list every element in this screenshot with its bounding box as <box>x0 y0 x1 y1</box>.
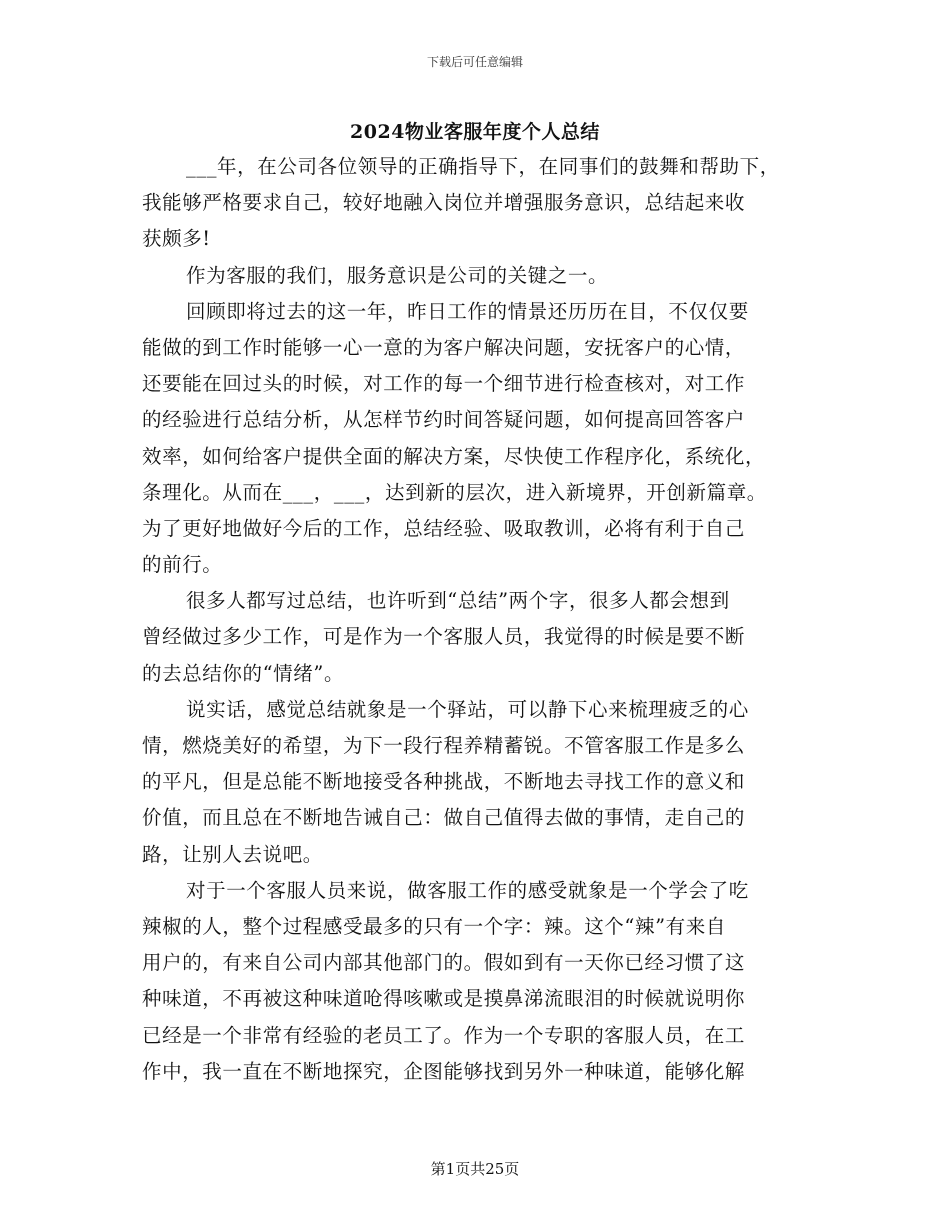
text-line: 为了更好地做好今后的工作，总结经验、吸取教训，必将有利于自己 <box>142 516 746 540</box>
text-line: 条理化。从而在___，___，达到新的层次，进入新境界，开创新篇章。 <box>142 480 767 504</box>
text-line: 效率，如何给客户提供全面的解决方案，尽快使工作程序化，系统化， <box>142 444 766 468</box>
text-line: 作中，我一直在不断地探究，企图能够找到另外一种味道，能够化解 <box>142 1059 746 1083</box>
text-line: 路，让别人去说吧。 <box>142 842 323 866</box>
text-line: 还要能在回过头的时候，对工作的每一个细节进行检查核对，对工作 <box>142 372 746 396</box>
document-title: 2024物业客服年度个人总结 <box>350 121 600 143</box>
text-line: 情，燃烧美好的希望，为下一段行程养精蓄锐。不管客服工作是多么 <box>142 734 746 757</box>
text-line: 的前行。 <box>142 553 223 577</box>
text-line: 说实话，感觉总结就象是一个驿站，可以静下心来梳理疲乏的心 <box>186 697 749 721</box>
text-line: 回顾即将过去的这一年，昨日工作的情景还历历在目，不仅仅要 <box>186 299 749 323</box>
text-line: 作为客服的我们，服务意识是公司的关键之一。 <box>186 263 609 287</box>
text-line: 曾经做过多少工作，可是作为一个客服人员，我觉得的时候是要不断 <box>142 625 746 649</box>
header-note: 下载后可任意编辑 <box>426 55 523 69</box>
text-line: 对于一个客服人员来说，做客服工作的感受就象是一个学会了吃 <box>186 878 749 902</box>
text-line: 种味道，不再被这种味道呛得咳嗽或是摸鼻涕流眼泪的时候就说明你 <box>142 987 746 1011</box>
text-line: 的去总结你的“情绪”。 <box>142 661 345 685</box>
text-line: 的平凡，但是总能不断地接受各种挑战，不断地去寻找工作的意义和 <box>142 770 746 794</box>
text-line: ___年，在公司各位领导的正确指导下，在同事们的鼓舞和帮助下， <box>186 155 780 178</box>
text-line: 获颇多! <box>142 227 211 251</box>
text-line: 已经是一个非常有经验的老员工了。作为一个专职的客服人员，在工 <box>142 1023 746 1047</box>
text-line: 能做的到工作时能够一心一意的为客户解决问题，安抚客户的心情， <box>142 335 746 359</box>
text-line: 价值，而且总在不断地告诫自己：做自己值得去做的事情，走自己的 <box>142 806 746 830</box>
page-footer: 第1页共25页 <box>430 1160 520 1178</box>
text-line: 的经验进行总结分析，从怎样节约时间答疑问题，如何提高回答客户 <box>142 408 746 432</box>
text-line: 我能够严格要求自己，较好地融入岗位并增强服务意识，总结起来收 <box>142 191 746 215</box>
text-line: 用户的，有来自公司内部其他部门的。假如到有一天你已经习惯了这 <box>142 951 746 975</box>
text-line: 辣椒的人，整个过程感受最多的只有一个字：辣。这个“辣”有来自 <box>142 914 726 938</box>
text-line: 很多人都写过总结，也许听到“总结”两个字，很多人都会想到 <box>186 589 730 613</box>
document-body <box>142 149 822 1090</box>
